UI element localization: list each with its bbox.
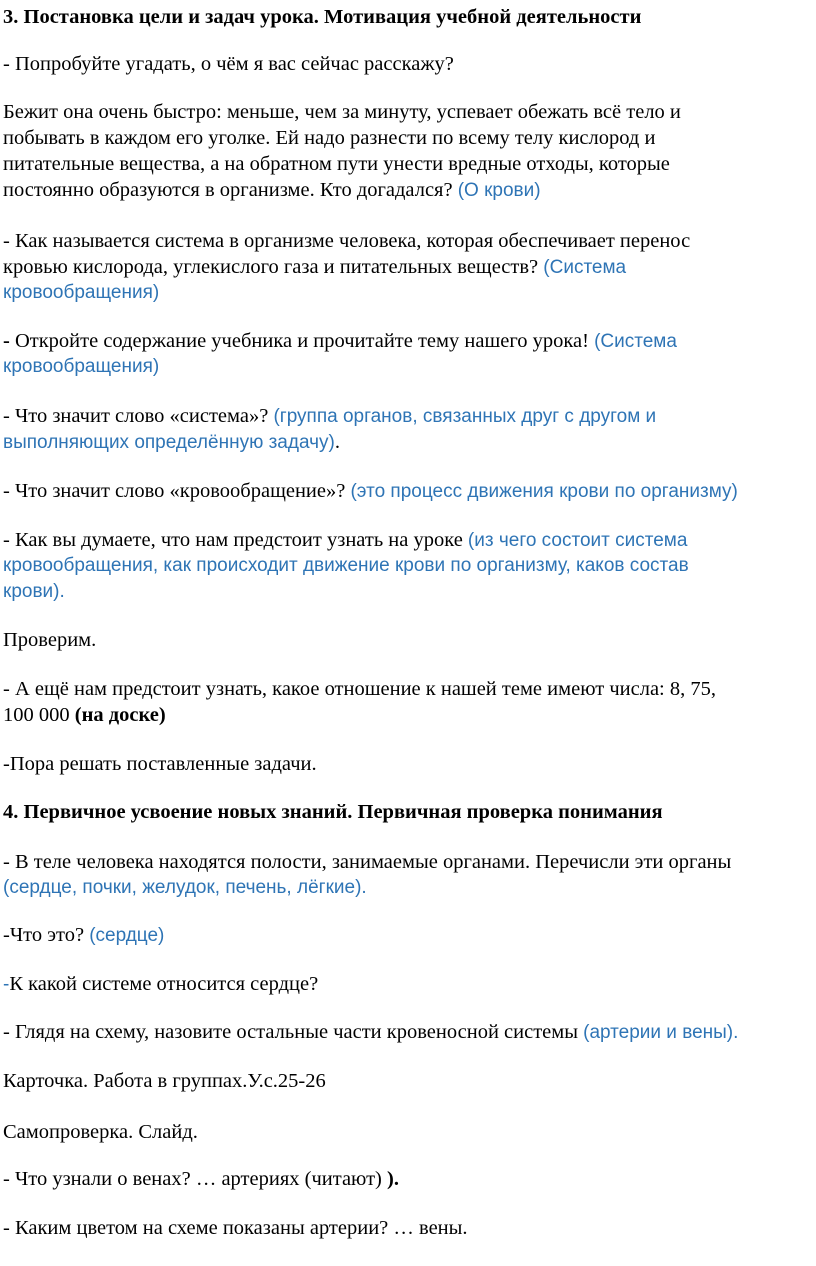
section-3-heading: 3. Постановка цели и задач урока. Мотивация учебной деятельности — [3, 6, 642, 28]
question-word-circulation-text: - Что значит слово «кровообращение»? — [3, 480, 351, 502]
riddle-answer: (О крови) — [457, 180, 541, 201]
question-what-is-this-answer: (сердце) — [89, 925, 165, 946]
question-numbers-note: (на доске) — [74, 704, 166, 726]
riddle-question: постоянно образуются в организме. Кто догадался? — [3, 179, 458, 201]
question-lesson-goal-text: - Как вы думаете, что нам предстоит узнать на уроке — [3, 529, 468, 551]
question-system-text: кровью кислорода, углекислого газа и питательных веществ? — [3, 256, 544, 278]
question-numbers-line-1: - А ещё нам предстоит узнать, какое отношение к нашей теме имеют числа: 8, 75, — [3, 678, 716, 700]
question-word-system-tail: . — [334, 431, 340, 453]
question-lesson-goal-answer-b: кровообращения, как происходит движение крови по организму, каков состав — [3, 555, 689, 576]
question-what-is-this — [3, 922, 164, 949]
self-check-slide: Самопроверка. Слайд. — [3, 1121, 198, 1143]
question-word-system-text: - Что значит слово «система»? — [3, 405, 274, 427]
question-veins-arteries — [3, 1166, 399, 1192]
section-4-heading: 4. Первичное усвоение новых знаний. Первичная проверка понимания — [3, 801, 663, 823]
question-textbook-answer-a: (Система — [594, 331, 677, 352]
riddle-line-1: Бежит она очень быстро: меньше, чем за минуту, успевает обежать всё тело и — [3, 101, 681, 123]
question-organs-line-1: - В теле человека находятся полости, занимаемые органами. Перечисли эти органы — [3, 851, 732, 873]
question-word-circulation — [3, 478, 738, 505]
question-heart-system-dash: - — [3, 974, 10, 995]
question-word-system-line-2 — [3, 429, 340, 456]
riddle-line-4 — [3, 177, 541, 204]
question-organs-answer: (сердце, почки, желудок, печень, лёгкие). — [3, 877, 367, 898]
question-scheme-parts-answer: (артерии и вены). — [583, 1022, 739, 1043]
question-scheme-colors: - Каким цветом на схеме показаны артерии? … вены. — [3, 1217, 468, 1239]
question-scheme-parts — [3, 1019, 738, 1046]
question-textbook-dash: - — [3, 330, 10, 352]
question-textbook-text: Откройте содержание учебника и прочитайте тему нашего урока! — [9, 330, 595, 352]
check-text: Проверим. — [3, 629, 97, 651]
question-system-line-1: - Как называется система в организме человека, которая обеспечивает перенос — [3, 230, 691, 252]
question-numbers-line-2 — [3, 702, 166, 728]
question-lesson-goal-line-1 — [3, 527, 687, 554]
teacher-question-guess: - Попробуйте угадать, о чём я вас сейчас расскажу? — [3, 53, 454, 75]
question-system-answer-a: (Система — [543, 257, 627, 278]
question-veins-arteries-text: - Что узнали о венах? … артериях (читают) — [3, 1168, 387, 1190]
question-system-answer-b: кровообращения) — [3, 282, 160, 303]
question-lesson-goal-answer-c: крови). — [3, 581, 65, 602]
question-what-is-this-text: -Что это? — [3, 924, 90, 946]
question-textbook-answer-b: кровообращения) — [3, 356, 160, 377]
question-word-circulation-answer: (это процесс движения крови по организму) — [350, 481, 738, 502]
riddle-line-2: побывать в каждом его уголке. Ей надо разнести по всему телу кислород и — [3, 127, 656, 149]
question-scheme-parts-text: - Глядя на схему, назовите остальные части кровеносной системы — [3, 1021, 584, 1043]
question-numbers-value: 100 000 — [3, 704, 75, 726]
question-heart-system — [3, 971, 318, 998]
question-word-system-answer-a: (группа органов, связанных друг с другом и — [273, 406, 657, 427]
question-lesson-goal-answer-a: (из чего состоит система — [467, 530, 688, 551]
riddle-line-3: питательные вещества, а на обратном пути унести вредные отходы, которые — [3, 153, 670, 175]
question-heart-system-text: К какой системе относится сердце? — [9, 973, 319, 995]
solve-tasks-text: -Пора решать поставленные задачи. — [3, 753, 317, 775]
question-textbook-line-1 — [3, 328, 677, 355]
question-veins-arteries-close: ). — [387, 1168, 399, 1190]
card-group-work: Карточка. Работа в группах.У.с.25-26 — [3, 1070, 326, 1092]
question-system-line-2 — [3, 254, 626, 281]
question-word-system-answer-b: выполняющих определённую задачу) — [3, 432, 335, 453]
question-word-system-line-1 — [3, 403, 656, 430]
